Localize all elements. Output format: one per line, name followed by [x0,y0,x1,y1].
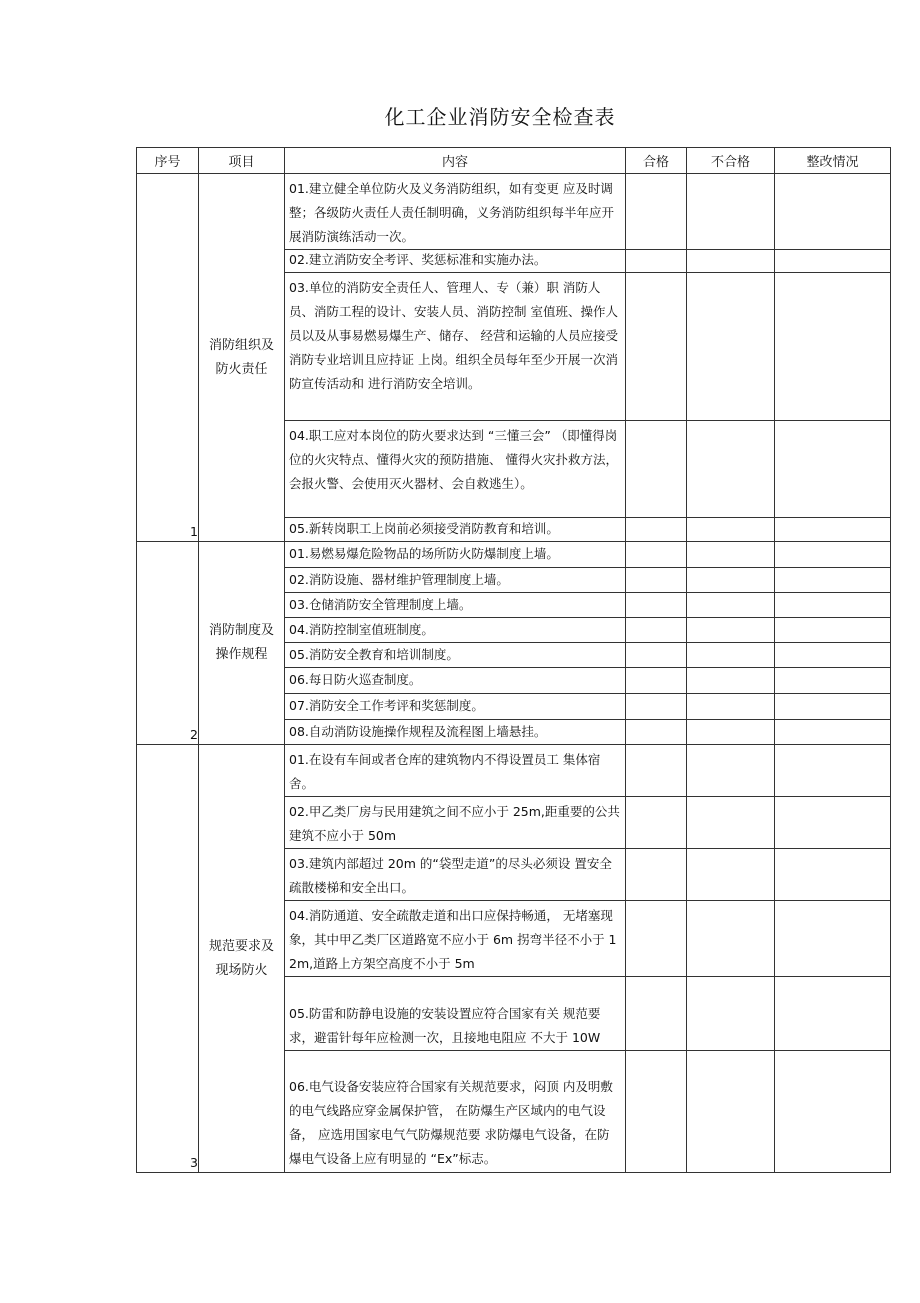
fail-cell[interactable] [687,849,775,901]
pass-cell[interactable] [626,745,687,797]
section-2-item-label: 消防制度及操作规程 [208,623,274,662]
pass-cell[interactable] [626,518,687,542]
rectify-cell[interactable] [775,250,891,273]
row-content: 02.甲乙类厂房与民用建筑之间不应小于 25m,距重要的公共建筑不应小于 50m [285,797,626,849]
page-title: 化工企业消防安全检查表 [384,105,616,129]
fail-cell[interactable] [687,668,775,694]
pass-cell[interactable] [626,174,687,250]
fail-cell[interactable] [687,745,775,797]
header-pass: 合格 [626,148,687,174]
rectify-cell[interactable] [775,174,891,250]
fail-cell[interactable] [687,542,775,568]
table-row [137,542,891,568]
fail-cell[interactable] [687,250,775,273]
rectify-cell[interactable] [775,745,891,797]
row-content: 01.在设有车间或者仓库的建筑物内不得设置员工 集体宿舍。 [285,745,626,797]
pass-cell[interactable] [626,1051,687,1173]
rectify-cell[interactable] [775,797,891,849]
section-1-item [199,174,285,542]
rectify-cell[interactable] [775,593,891,618]
fail-cell[interactable] [687,518,775,542]
section-1-seq: 1 [137,174,199,542]
fail-cell[interactable] [687,694,775,720]
rectify-cell[interactable] [775,720,891,745]
row-content: 02.消防设施、器材维护管理制度上墙。 [285,568,626,593]
pass-cell[interactable] [626,977,687,1051]
pass-cell[interactable] [626,250,687,273]
row-content: 03.建筑内部超过 20m 的“袋型走道”的尽头必须设 置安全疏散楼梯和安全出口。 [285,849,626,901]
table-row [137,745,891,797]
fail-cell[interactable] [687,797,775,849]
pass-cell[interactable] [626,542,687,568]
pass-cell[interactable] [626,568,687,593]
rectify-cell[interactable] [775,901,891,977]
header-row [137,148,891,174]
fail-cell[interactable] [687,568,775,593]
pass-cell[interactable] [626,421,687,518]
row-content: 07.消防安全工作考评和奖惩制度。 [285,694,626,720]
pass-cell[interactable] [626,720,687,745]
row-content: 05.防雷和防静电设施的安装设置应符合国家有关 规范要求，避雷针每年应检测一次，且接地电阻应 不大于 10W [285,977,626,1051]
row-content: 02.建立消防安全考评、奖惩标准和实施办法。 [285,250,626,273]
rectify-cell[interactable] [775,849,891,901]
pass-cell[interactable] [626,643,687,668]
rectify-cell[interactable] [775,668,891,694]
row-content: 03.单位的消防安全责任人、管理人、专（兼）职 消防人员、消防工程的设计、安装人员、消防控制 室值班、操作人员以及从事易燃易爆生产、储存、 经营和运输的人员应接受消防专业培训且应持证 上岗。组织全员每年至少开展一次消防宣传活动和 进行消防安全培训。 [285,273,626,421]
fail-cell[interactable] [687,977,775,1051]
row-content: 05.新转岗职工上岗前必须接受消防教育和培训。 [285,518,626,542]
section-3-item-label: 规范要求及现场防火 [208,938,274,978]
row-content: 08.自动消防设施操作规程及流程图上墙悬挂。 [285,720,626,745]
row-content: 04.职工应对本岗位的防火要求达到 “三懂三会” （即懂得岗位的火灾特点、懂得火灾的预防措施、 懂得火灾扑救方法，会报火警、会使用灭火器材、会自救逃生）。 [285,421,626,518]
pass-cell[interactable] [626,849,687,901]
fail-cell[interactable] [687,593,775,618]
section-3-seq: 3 [137,745,199,1173]
row-content: 06.每日防火巡查制度。 [285,668,626,694]
rectify-cell[interactable] [775,977,891,1051]
fail-cell[interactable] [687,273,775,421]
rectify-cell[interactable] [775,273,891,421]
fail-cell[interactable] [687,1051,775,1173]
pass-cell[interactable] [626,901,687,977]
section-3-item [199,745,285,1173]
rectify-cell[interactable] [775,643,891,668]
section-2-seq: 2 [137,542,199,745]
row-content: 01.易燃易爆危险物品的场所防火防爆制度上墙。 [285,542,626,568]
pass-cell[interactable] [626,273,687,421]
inspection-table [136,147,891,1173]
header-content: 内容 [285,148,626,174]
pass-cell[interactable] [626,668,687,694]
rectify-cell[interactable] [775,542,891,568]
pass-cell[interactable] [626,618,687,643]
rectify-cell[interactable] [775,518,891,542]
rectify-cell[interactable] [775,694,891,720]
row-content: 04.消防控制室值班制度。 [285,618,626,643]
rectify-cell[interactable] [775,421,891,518]
section-2-item [199,542,285,745]
section-1-item-label: 消防组织及防火责任 [208,337,274,377]
rectify-cell[interactable] [775,1051,891,1173]
row-content: 06.电气设备安装应符合国家有关规范要求，闷顶 内及明敷的电气线路应穿金属保护管， 在防爆生产区域内的电气设备， 应选用国家电气气防爆规范要 求防爆电气设备，在防爆电气设备上应有明显的 “Ex”标志。 [285,1051,626,1173]
header-rectify: 整改情况 [775,148,891,174]
fail-cell[interactable] [687,901,775,977]
table-row [137,174,891,250]
fail-cell[interactable] [687,174,775,250]
row-content: 05.消防安全教育和培训制度。 [285,643,626,668]
fail-cell[interactable] [687,643,775,668]
row-content: 03.仓储消防安全管理制度上墙。 [285,593,626,618]
pass-cell[interactable] [626,694,687,720]
rectify-cell[interactable] [775,568,891,593]
row-content: 01.建立健全单位防火及义务消防组织，如有变更 应及时调整；各级防火责任人责任制明确，义务消防组织每半年应开展消防演练活动一次。 [285,174,626,250]
row-content: 04.消防通道、安全疏散走道和出口应保持畅通， 无堵塞现象，其中甲乙类厂区道路宽不应小于 6m 拐弯半径不小于 12m,道路上方架空高度不小于 5m [285,901,626,977]
fail-cell[interactable] [687,421,775,518]
pass-cell[interactable] [626,797,687,849]
fail-cell[interactable] [687,720,775,745]
fail-cell[interactable] [687,618,775,643]
pass-cell[interactable] [626,593,687,618]
header-item: 项目 [199,148,285,174]
header-fail: 不合格 [687,148,775,174]
rectify-cell[interactable] [775,618,891,643]
header-seq: 序号 [137,148,199,174]
